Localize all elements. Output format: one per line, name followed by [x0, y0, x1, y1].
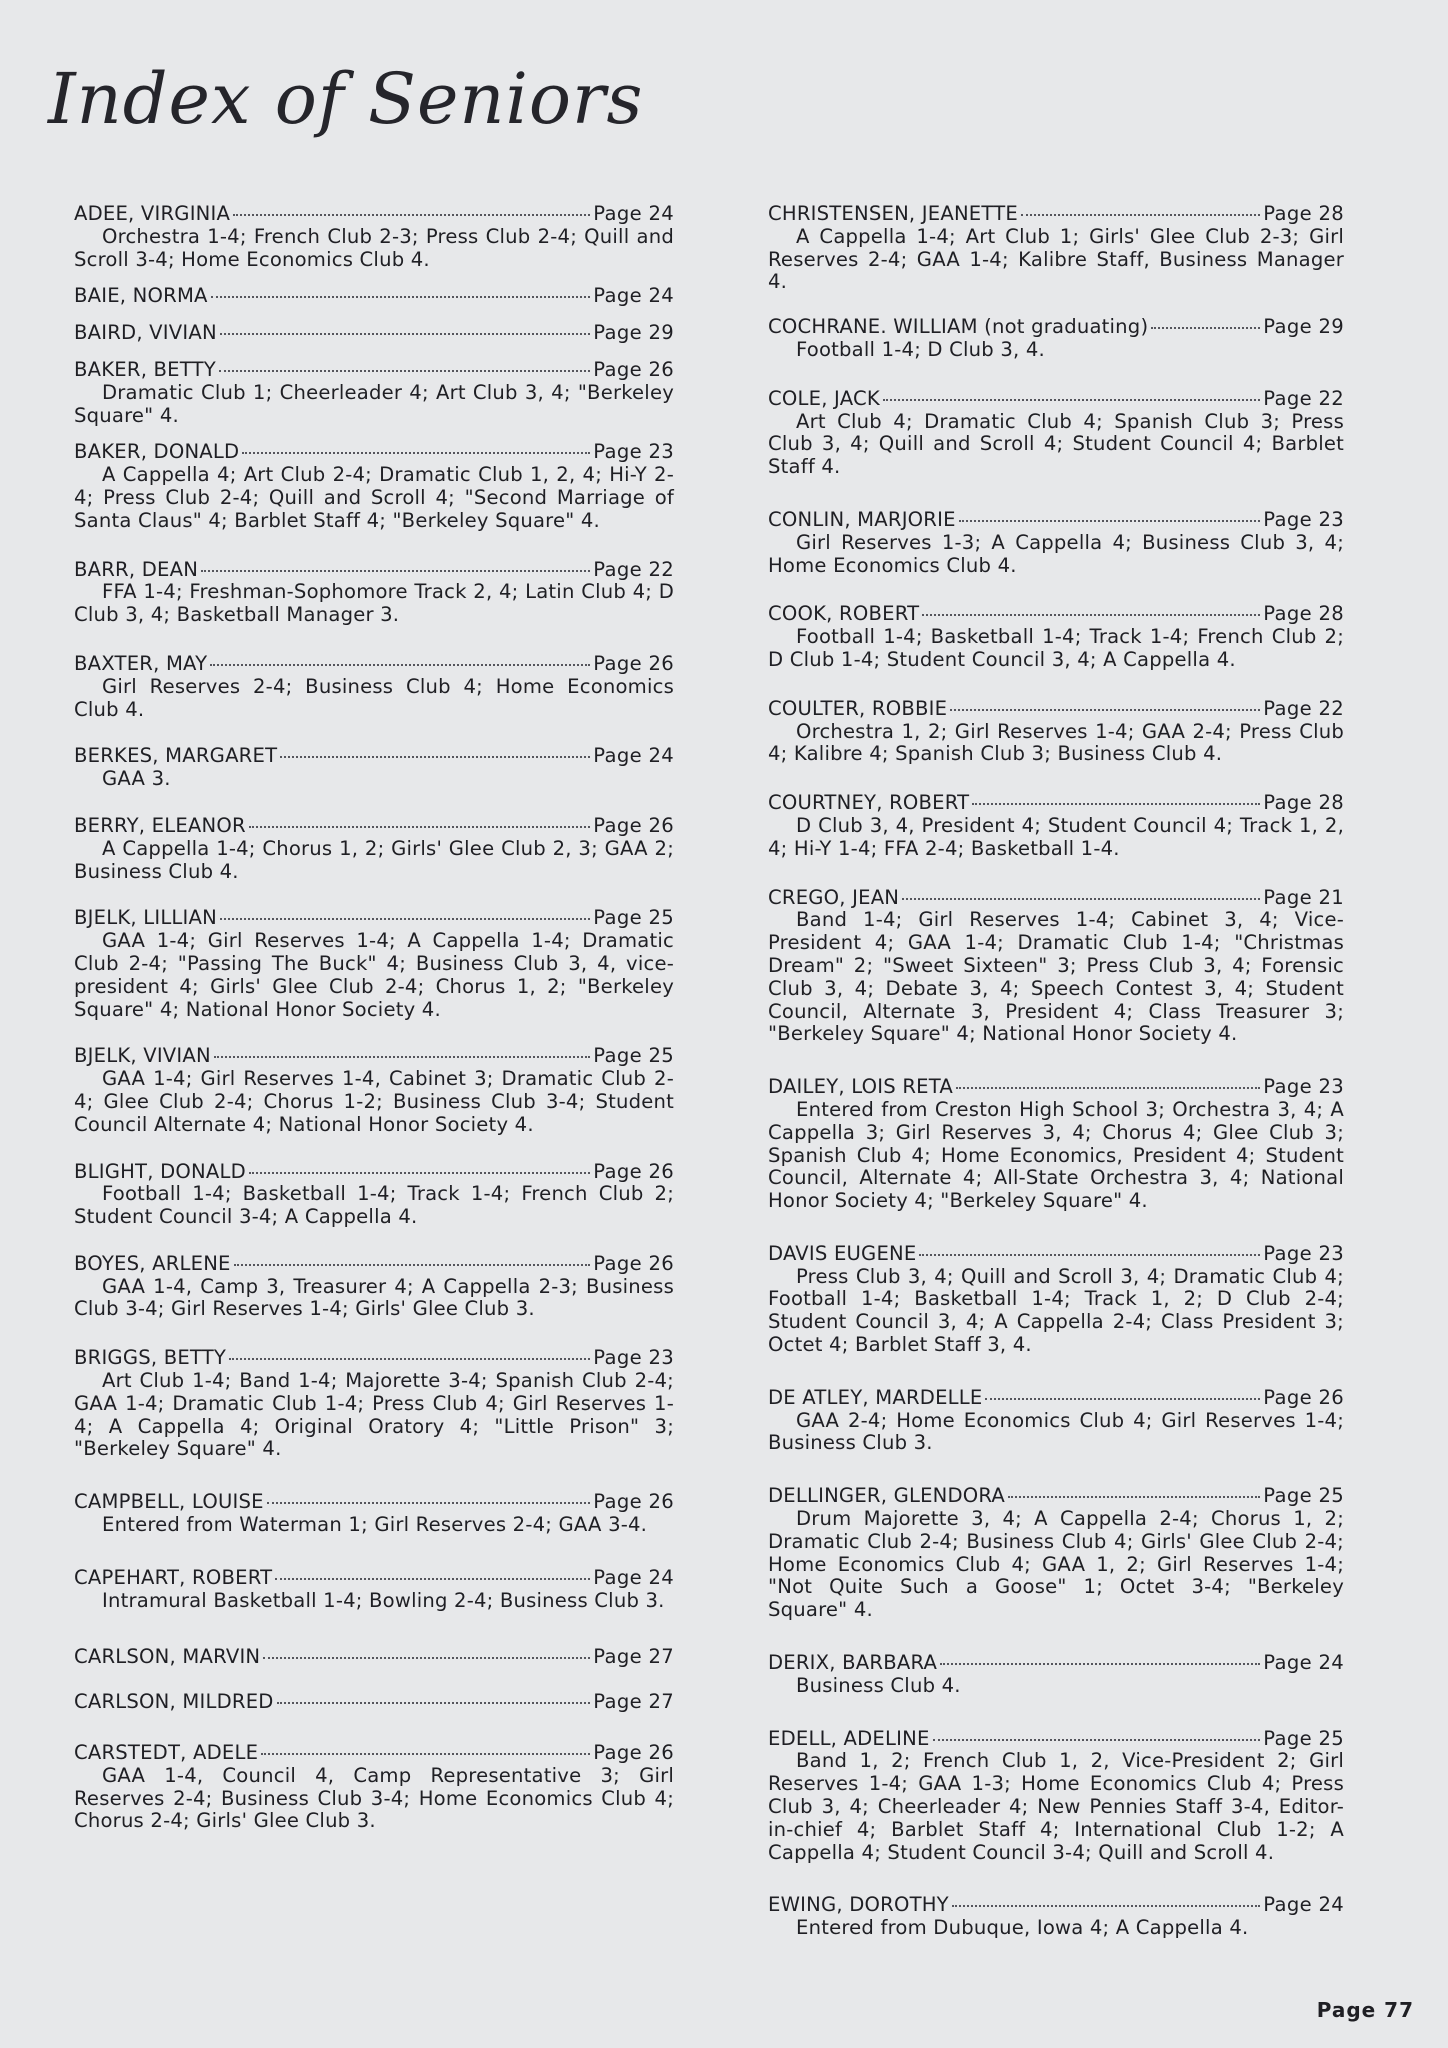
dot-leader — [275, 1578, 590, 1580]
index-entry — [768, 1485, 1344, 1622]
activities-text: Intramural Basketball 1-4; Bowling 2-4; Business Club 3. — [102, 1588, 665, 1612]
activities-text: FFA 1-4; Freshman-Sophomore Track 2, 4; Latin Club 4; D Club 3, 4; Basketball Manager 3. — [74, 580, 674, 627]
entry-heading — [74, 285, 674, 308]
entry-heading — [768, 887, 1344, 910]
dot-leader — [263, 1657, 590, 1659]
entry-heading — [768, 1387, 1344, 1410]
dot-leader — [220, 918, 590, 920]
senior-name: DELLINGER, GLENDORA — [768, 1484, 1006, 1508]
dot-leader — [219, 370, 590, 372]
dot-leader — [211, 296, 591, 298]
index-entry — [768, 1076, 1344, 1213]
entry-heading — [768, 1652, 1344, 1675]
senior-name: BJELK, LILLIAN — [74, 906, 217, 930]
entry-heading — [74, 1567, 674, 1590]
activities-text: Football 1-4; Basketball 1-4; Track 1-4; French Club 2; D Club 1-4; Student Council 3, 4; A Cappella 4. — [768, 625, 1344, 671]
activities-text: Band 1-4; Girl Reserves 1-4; Cabinet 3, 4; Vice-President 4; GAA 1-4; Dramatic Club 1-4; "Christmas Dream" 2; "Sweet Sixteen" 3; Press Club 3, 4; Forensic Club 3, 4; Debate 3, 4; Speech Contest 3, 4; Student Council, Alternate 3, President 4; Class Treasurer 3; "Berkeley Square" 4; National Honor Society 4. — [768, 908, 1344, 1046]
page-reference: Page 22 — [1263, 696, 1344, 720]
index-entry — [74, 203, 674, 271]
index-entry — [74, 1045, 674, 1136]
index-entry — [768, 203, 1344, 294]
dot-leader — [277, 1702, 591, 1704]
activities-text: Football 1-4; D Club 3, 4. — [796, 337, 1045, 361]
dot-leader — [261, 1753, 590, 1755]
dot-leader — [985, 1398, 1260, 1400]
dot-leader — [940, 1663, 1260, 1665]
senior-name: BAKER, DONALD — [74, 440, 240, 464]
page-reference: Page 23 — [593, 440, 674, 464]
entry-heading — [768, 603, 1344, 626]
entry-heading — [74, 1045, 674, 1068]
index-entry — [768, 1387, 1344, 1455]
dot-leader — [933, 1739, 1261, 1741]
entry-heading — [74, 907, 674, 930]
entry-heading — [768, 1076, 1344, 1099]
senior-name: BAXTER, MAY — [74, 651, 208, 675]
senior-name: COLE, JACK — [768, 386, 880, 410]
dot-leader — [210, 664, 590, 666]
senior-name: CHRISTENSEN, JEANETTE — [768, 202, 1018, 225]
page-reference: Page 24 — [593, 1565, 674, 1589]
index-entry — [768, 887, 1344, 1047]
senior-name: EWING, DOROTHY — [768, 1893, 949, 1917]
activities-text: GAA 3. — [102, 767, 171, 791]
page-reference: Page 28 — [1263, 791, 1344, 815]
dot-leader — [242, 452, 590, 454]
entry-heading — [74, 1161, 674, 1184]
dot-leader — [249, 1172, 590, 1174]
activities-text: GAA 2-4; Home Economics Club 4; Girl Reserves 1-4; Business Club 3. — [768, 1408, 1344, 1455]
index-entry — [768, 792, 1344, 860]
dot-leader — [952, 1905, 1260, 1907]
dot-leader — [902, 898, 1260, 900]
senior-name: CREGO, JEAN — [768, 885, 900, 909]
page-reference: Page 22 — [593, 557, 674, 581]
index-entry — [74, 322, 674, 345]
activities-text: Entered from Waterman 1; Girl Reserves 2-4; GAA 3-4. — [102, 1513, 648, 1537]
senior-name: CONLIN, MARJORIE — [768, 507, 956, 531]
index-entry — [74, 1742, 674, 1833]
entry-heading — [768, 316, 1344, 339]
index-entry — [768, 698, 1344, 766]
index-entry — [768, 603, 1344, 671]
dot-leader — [234, 1264, 591, 1266]
index-entry — [768, 509, 1344, 577]
senior-name: BAIE, NORMA — [74, 284, 208, 308]
dot-leader — [919, 1254, 1260, 1256]
entry-heading — [74, 359, 674, 382]
index-entry — [74, 1161, 674, 1229]
entry-heading — [768, 1485, 1344, 1508]
page-reference: Page 23 — [593, 1346, 674, 1370]
dot-leader — [233, 214, 590, 216]
page-reference: Page 21 — [1263, 885, 1344, 909]
senior-name: COULTER, ROBBIE — [768, 696, 948, 720]
page-reference: Page 23 — [1263, 507, 1344, 531]
page-reference: Page 25 — [1263, 1726, 1344, 1750]
page-reference: Page 27 — [593, 1645, 674, 1669]
page-reference: Page 24 — [593, 202, 674, 225]
page-reference: Page 24 — [1263, 1893, 1344, 1917]
dot-leader — [280, 756, 590, 758]
dot-leader — [922, 614, 1260, 616]
page-reference: Page 26 — [593, 1251, 674, 1275]
page-reference: Page 24 — [593, 744, 674, 768]
senior-name: CAPEHART, ROBERT — [74, 1565, 273, 1589]
dot-leader — [972, 803, 1260, 805]
index-entry — [74, 1691, 674, 1714]
entry-heading — [74, 203, 674, 226]
entry-heading — [74, 322, 674, 345]
senior-name: BAKER, BETTY — [74, 357, 216, 381]
senior-name: BLIGHT, DONALD — [74, 1159, 246, 1183]
page-reference: Page 28 — [1263, 202, 1344, 225]
index-entry — [74, 907, 674, 1021]
senior-name: BJELK, VIVIAN — [74, 1044, 211, 1068]
index-entry — [74, 745, 674, 791]
page-reference: Page 25 — [1263, 1484, 1344, 1508]
activities-text: GAA 1-4, Council 4, Camp Representative 3; Girl Reserves 2-4; Business Club 3-4; Home Economics Club 4; Chorus 2-4; Girls' Glee Club 3. — [74, 1763, 674, 1833]
left-column — [74, 203, 674, 1833]
senior-name: CARLSON, MILDRED — [74, 1690, 274, 1714]
senior-name: CARLSON, MARVIN — [74, 1645, 261, 1669]
activities-text: Dramatic Club 1; Cheerleader 4; Art Club 3, 4; "Berkeley Square" 4. — [74, 380, 674, 427]
entry-heading — [74, 559, 674, 582]
entry-heading — [74, 745, 674, 768]
senior-name: COURTNEY, ROBERT — [768, 791, 970, 815]
senior-name: BAIRD, VIVIAN — [74, 321, 217, 345]
activities-text: GAA 1-4, Camp 3, Treasurer 4; A Cappella 2-3; Business Club 3-4; Girl Reserves 1-4; Girls' Glee Club 3. — [74, 1274, 674, 1321]
dot-leader — [883, 399, 1260, 401]
activities-text: Entered from Dubuque, Iowa 4; A Cappella 4. — [796, 1916, 1249, 1940]
entry-heading — [74, 1347, 674, 1370]
index-entry — [74, 653, 674, 721]
entry-heading — [74, 815, 674, 838]
activities-text: Business Club 4. — [796, 1673, 961, 1697]
activities-text: Art Club 4; Dramatic Club 4; Spanish Club 3; Press Club 3, 4; Quill and Scroll 4; Student Council 4; Barblet Staff 4. — [768, 409, 1344, 479]
senior-name: BRIGGS, BETTY — [74, 1346, 227, 1370]
page-reference: Page 24 — [593, 284, 674, 308]
activities-text: D Club 3, 4, President 4; Student Council 4; Track 1, 2, 4; Hi-Y 1-4; FFA 2-4; Basketball 1-4. — [768, 813, 1344, 860]
page-reference: Page 26 — [593, 651, 674, 675]
senior-name: ADEE, VIRGINIA — [74, 202, 231, 225]
index-entry — [768, 316, 1344, 362]
activities-text: GAA 1-4; Girl Reserves 1-4, Cabinet 3; Dramatic Club 2-4; Glee Club 2-4; Chorus 1-2; Business Club 3-4; Student Council Alternate 4; National Honor Society 4. — [74, 1067, 674, 1136]
index-entry — [74, 559, 674, 627]
dot-leader — [267, 1502, 591, 1504]
activities-text: Press Club 3, 4; Quill and Scroll 3, 4; Dramatic Club 4; Football 1-4; Basketball 1-4; Track 1, 2; D Club 2-4; Student Council 3, 4; A Cappella 2-4; Class President 3; Octet 4; Barblet Staff 3, 4. — [768, 1264, 1344, 1357]
dot-leader — [1151, 327, 1260, 329]
dot-leader — [220, 333, 590, 335]
senior-name: EDELL, ADELINE — [768, 1726, 930, 1750]
index-entry — [74, 441, 674, 532]
index-entry — [74, 1646, 674, 1669]
page-reference: Page 26 — [593, 1490, 674, 1514]
entry-heading — [74, 441, 674, 464]
page-reference: Page 23 — [1263, 1241, 1344, 1265]
page-title: Index of Seniors — [48, 58, 644, 140]
activities-text: GAA 1-4; Girl Reserves 1-4; A Cappella 1-4; Dramatic Club 2-4; "Passing The Buck" 4; Business Club 3, 4, vice-president 4; Girls' Glee Club 2-4; Chorus 1, 2; "Berkeley Square" 4; National Honor Society 4. — [74, 929, 674, 1021]
page-reference: Page 26 — [1263, 1385, 1344, 1409]
index-entry — [74, 285, 674, 308]
activities-text: Football 1-4; Basketball 1-4; Track 1-4; French Club 2; Student Council 3-4; A Cappella 4. — [74, 1182, 674, 1229]
entry-heading — [74, 1491, 674, 1514]
right-column — [768, 203, 1344, 1940]
index-entry — [768, 1728, 1344, 1865]
index-entry — [74, 1491, 674, 1537]
page-reference: Page 29 — [1263, 315, 1344, 339]
senior-name: DERIX, BARBARA — [768, 1651, 938, 1675]
entry-heading — [74, 1742, 674, 1765]
entry-heading — [768, 203, 1344, 226]
page-reference: Page 26 — [593, 813, 674, 837]
page-reference: Page 27 — [593, 1690, 674, 1714]
activities-text: Girl Reserves 2-4; Business Club 4; Home Economics Club 4. — [74, 674, 674, 721]
entry-heading — [74, 1691, 674, 1714]
index-entry — [768, 1894, 1344, 1940]
entry-heading — [768, 388, 1344, 411]
entry-heading — [74, 1253, 674, 1276]
dot-leader — [214, 1056, 590, 1058]
activities-text: Girl Reserves 1-3; A Cappella 4; Business Club 3, 4; Home Economics Club 4. — [768, 530, 1344, 577]
dot-leader — [229, 1358, 590, 1360]
dot-leader — [959, 520, 1261, 522]
entry-heading — [768, 1894, 1344, 1917]
page-reference: Page 26 — [593, 1741, 674, 1765]
senior-name: CARSTEDT, ADELE — [74, 1741, 259, 1765]
page-reference: Page 25 — [593, 906, 674, 930]
activities-text: A Cappella 1-4; Chorus 1, 2; Girls' Glee Club 2, 3; GAA 2; Business Club 4. — [74, 836, 674, 883]
senior-name: BERRY, ELEANOR — [74, 813, 246, 837]
activities-text: Art Club 1-4; Band 1-4; Majorette 3-4; Spanish Club 2-4; GAA 1-4; Dramatic Club 1-4; Press Club 4; Girl Reserves 1-4; A Cappella 4; Original Oratory 4; "Little Prison" 3; "Berkeley Square" 4. — [74, 1369, 674, 1461]
entry-heading — [74, 1646, 674, 1669]
senior-name: COOK, ROBERT — [768, 602, 920, 626]
senior-name: BERKES, MARGARET — [74, 744, 278, 768]
dot-leader — [201, 570, 590, 572]
page-reference: Page 24 — [1263, 1651, 1344, 1675]
activities-text: Drum Majorette 3, 4; A Cappella 2-4; Chorus 1, 2; Dramatic Club 2-4; Business Club 4; Girls' Glee Club 2-4; Home Economics Club 4; GAA 1, 2; Girl Reserves 1-4; "Not Quite Such a Goose" 1; Octet 3-4; "Berkeley Square" 4. — [768, 1507, 1344, 1622]
page-reference: Page 23 — [1263, 1075, 1344, 1099]
dot-leader — [950, 709, 1260, 711]
entry-heading — [768, 792, 1344, 815]
dot-leader — [1008, 1496, 1260, 1498]
senior-name: BARR, DEAN — [74, 557, 199, 581]
activities-text: A Cappella 4; Art Club 2-4; Dramatic Club 1, 2, 4; Hi-Y 2-4; Press Club 2-4; Quill and Scroll 4; "Second Marriage of Santa Claus" 4; Barblet Staff 4; "Berkeley Square" 4. — [74, 463, 674, 532]
index-entry — [74, 1567, 674, 1613]
index-entry — [768, 1243, 1344, 1357]
entry-heading — [768, 1728, 1344, 1751]
senior-name: BOYES, ARLENE — [74, 1251, 231, 1275]
dot-leader — [956, 1087, 1260, 1089]
page-reference: Page 26 — [593, 357, 674, 381]
senior-name: DAVIS EUGENE — [768, 1241, 917, 1265]
index-entry — [74, 815, 674, 883]
activities-text: Entered from Creston High School 3; Orchestra 3, 4; A Cappella 3; Girl Reserves 3, 4; Chorus 4; Glee Club 3; Spanish Club 4; Home Economics, President 4; Student Council, Alternate 4; All-State Orchestra 3, 4; National Honor Society 4; "Berkeley Square" 4. — [768, 1097, 1344, 1213]
page-number: Page 77 — [1316, 1998, 1414, 2022]
entry-heading — [768, 1243, 1344, 1266]
index-entry — [768, 388, 1344, 479]
page-reference: Page 28 — [1263, 602, 1344, 626]
activities-text: Orchestra 1-4; French Club 2-3; Press Club 2-4; Quill and Scroll 3-4; Home Economics Club 4. — [74, 224, 674, 271]
page-reference: Page 25 — [593, 1044, 674, 1068]
activities-text: Orchestra 1, 2; Girl Reserves 1-4; GAA 2-4; Press Club 4; Kalibre 4; Spanish Club 3; Business Club 4. — [768, 719, 1344, 766]
senior-name: DAILEY, LOIS RETA — [768, 1075, 953, 1099]
activities-text: A Cappella 1-4; Art Club 1; Girls' Glee Club 2-3; Girl Reserves 2-4; GAA 1-4; Kalibre Staff, Business Manager 4. — [768, 224, 1344, 294]
entry-heading — [74, 653, 674, 676]
senior-name: DE ATLEY, MARDELLE — [768, 1385, 983, 1409]
index-entry — [74, 1347, 674, 1461]
index-entry — [74, 359, 674, 427]
activities-text: Band 1, 2; French Club 1, 2, Vice-President 2; Girl Reserves 1-4; GAA 1-3; Home Economics Club 4; Press Club 3, 4; Cheerleader 4; New Pennies Staff 3-4, Editor-in-chief 4; Barblet Staff 4; International Club 1-2; A Cappella 4; Student Council 3-4; Quill and Scroll 4. — [768, 1749, 1344, 1864]
dot-leader — [1021, 214, 1260, 216]
page-reference: Page 26 — [593, 1159, 674, 1183]
entry-heading — [768, 698, 1344, 721]
index-entry — [74, 1253, 674, 1321]
page-reference: Page 22 — [1263, 386, 1344, 410]
page-reference: Page 29 — [593, 321, 674, 345]
dot-leader — [249, 826, 591, 828]
senior-name: CAMPBELL, LOUISE — [74, 1490, 264, 1514]
senior-name: COCHRANE. WILLIAM (not graduating) — [768, 315, 1149, 339]
entry-heading — [768, 509, 1344, 532]
index-entry — [768, 1652, 1344, 1698]
